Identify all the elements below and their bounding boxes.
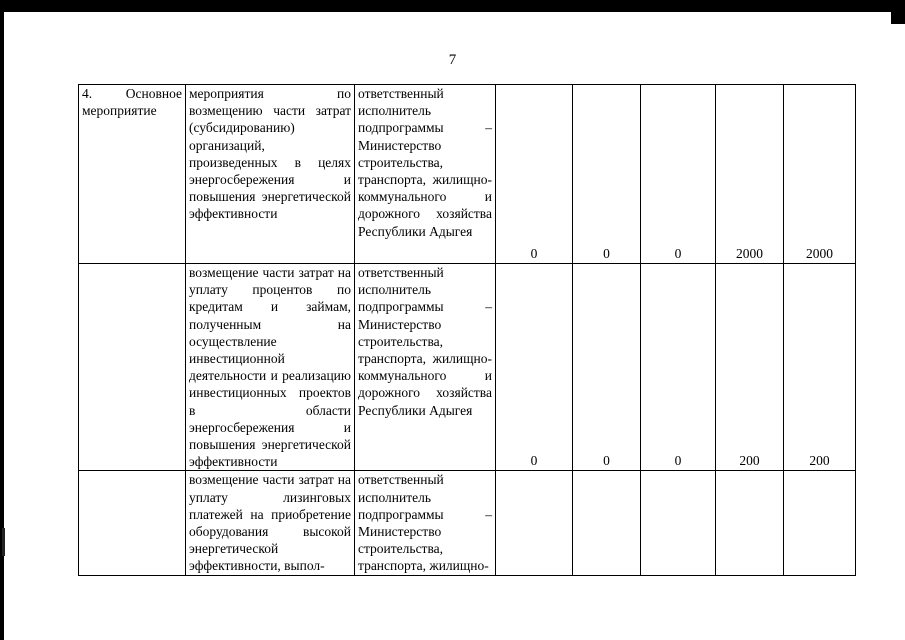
value-cell: 0 [496,264,573,471]
value-cell [496,471,573,575]
table-row [79,85,856,264]
page-number: 7 [448,52,457,68]
value-cell [573,471,641,575]
value-cell: 0 [641,264,716,471]
scan-border-corner [891,0,905,24]
row-responsible: ответственный исполнитель подпрограммы – Министерство строительства, транспорта, жилищно- [355,471,496,575]
row-description: мероприятия по возмещению части затрат (субсидированию) организаций, произведенных в целях энергосбережения и повышения энергетической эффективности [186,85,355,264]
value-cell: 200 [716,264,784,471]
scan-mark [2,528,5,556]
row-description: возмещение части затрат на уплату лизинговых платежей на приобретение оборудования высокой энергетической эффективности, выпол- [186,471,355,575]
activities-table [78,84,856,576]
row-item-label [79,471,186,575]
value-cell: 0 [573,264,641,471]
value-cell: 2000 [716,85,784,264]
value-cell: 200 [784,264,856,471]
table-row [79,264,856,471]
row-item-label: 4. Основное мероприятие [79,85,186,264]
row-description: возмещение части затрат на уплату процентов по кредитам и займам, полученным на осуществление инвестиционной деятельности и реализацию инвестиционных проектов в области энергосбережения и повышения энергетической эффективности [186,264,355,471]
value-cell: 0 [496,85,573,264]
value-cell: 0 [641,85,716,264]
value-cell [641,471,716,575]
row-item-label [79,264,186,471]
row-responsible: ответственный исполнитель подпрограммы – Министерство строительства, транспорта, жилищно-коммунального и дорожного хозяйства Республики Адыгея [355,264,496,471]
value-cell: 0 [573,85,641,264]
table-row [79,471,856,575]
scan-border-top [0,0,905,12]
value-cell [784,471,856,575]
row-responsible: ответственный исполнитель подпрограммы – Министерство строительства, транспорта, жилищно-коммунального и дорожного хозяйства Республики Адыгея [355,85,496,264]
value-cell [716,471,784,575]
value-cell: 2000 [784,85,856,264]
